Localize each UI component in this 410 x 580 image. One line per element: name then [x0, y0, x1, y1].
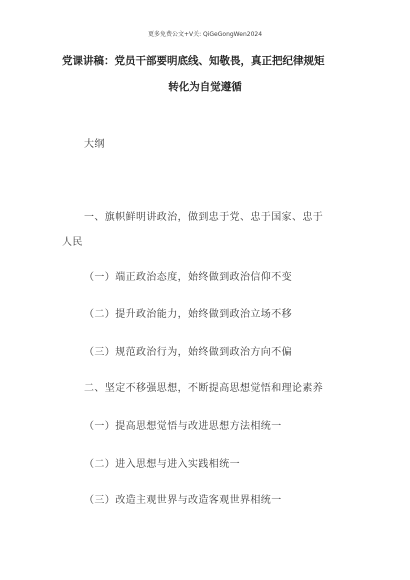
section-2-item-3: （三）改造主观世界与改造客观世界相统一 [84, 495, 282, 506]
outline-label: 大纲 [84, 139, 105, 150]
section-1-item-1: （一）端正政治态度，始终做到政治信仰不变 [84, 272, 292, 283]
document-title-line-2: 转化为自觉遵循 [168, 81, 242, 93]
section-1-heading-line-1: 一、旗帜鲜明讲政治，做到忠于党、忠于国家、忠于 [84, 212, 324, 223]
section-2-item-1: （一）提高思想觉悟与改进思想方法相统一 [84, 421, 282, 432]
document-title-line-1: 党课讲稿：党员干部要明底线、知敬畏，真正把纪律规矩 [62, 55, 325, 67]
section-1-item-3: （三）规范政治行为，始终做到政治方向不偏 [84, 347, 292, 358]
header-note: 更多免费公文+V关: QiGeGongWen2024 [147, 31, 263, 38]
section-1-heading-line-2: 人民 [62, 237, 83, 248]
section-2-heading: 二、坚定不移强思想，不断提高思想觉悟和理论素养 [84, 383, 324, 394]
section-2-item-2: （二）进入思想与进入实践相统一 [84, 459, 240, 470]
section-1-item-2: （二）提升政治能力，始终做到政治立场不移 [84, 309, 292, 320]
